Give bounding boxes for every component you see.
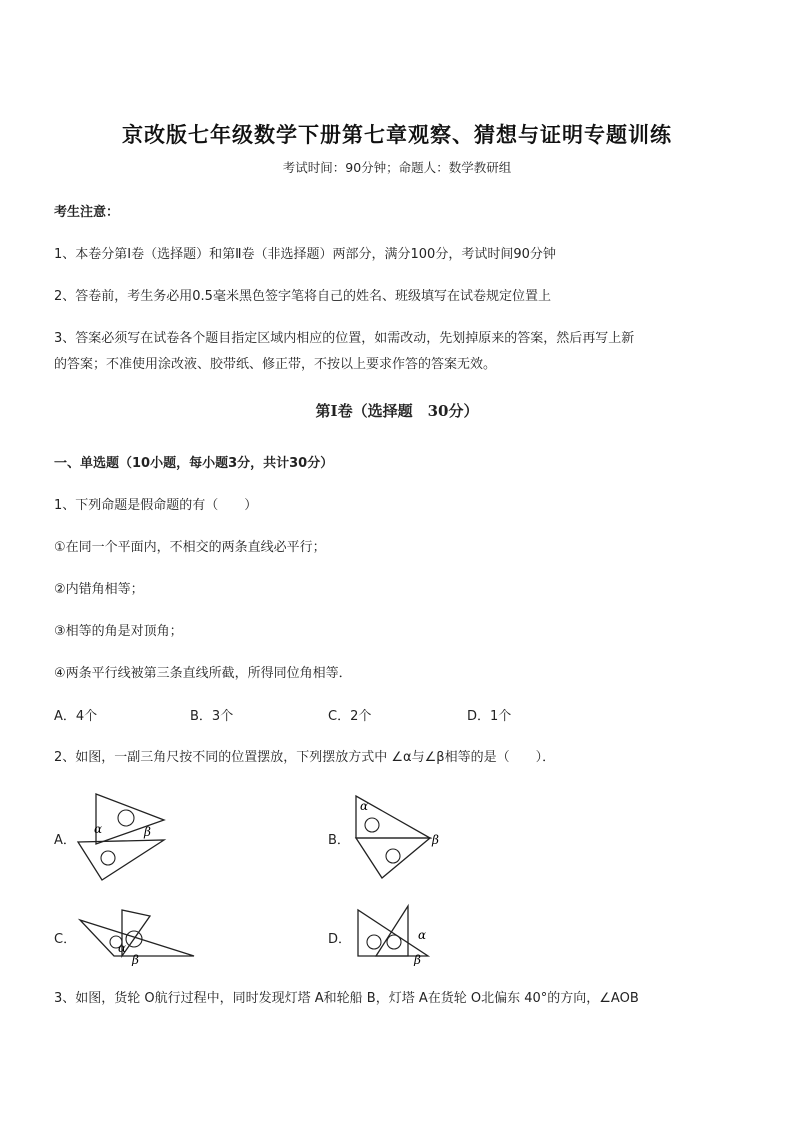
option-d: D．1个 (467, 709, 512, 724)
option-a: A．4个 (54, 709, 98, 724)
triangle-lower (78, 840, 164, 880)
notice-item: 的答案；不准使用涂改液、胶带纸、修正带，不按以上要求作答的答案无效。 (54, 357, 497, 372)
hole-lower (101, 851, 115, 865)
hole-upper (365, 818, 379, 832)
notice-item: 1、本卷分第Ⅰ卷（选择题）和第Ⅱ卷（非选择题）两部分，满分100分，考试时间90分钟 (54, 247, 556, 262)
figure-d-label: D． (328, 932, 352, 947)
figure-a (74, 786, 174, 886)
alpha-label: α (94, 822, 103, 836)
beta-label: β (414, 953, 421, 966)
triangle-narrow (122, 910, 150, 956)
option-c: C．2个 (328, 709, 372, 724)
alpha-label: α (418, 928, 427, 942)
beta-label: β (144, 825, 151, 839)
statement-1: ①在同一个平面内，不相交的两条直线必平行； (54, 540, 326, 555)
triangle-upper (96, 794, 164, 844)
exam-info: 考试时间：90分钟；命题人：数学教研组 (282, 160, 512, 175)
statement-3: ③相等的角是对顶角； (54, 624, 183, 639)
alpha-label: α (360, 799, 369, 813)
figure-a-label: A． (54, 833, 76, 848)
triangle-lower (356, 838, 430, 878)
figure-b-label: B． (328, 833, 350, 848)
hole-right (387, 935, 401, 949)
figure-b (350, 790, 450, 885)
statement-2: ②内错角相等； (54, 582, 144, 597)
notice-item: 2、答卷前，考生务必用0.5毫米黑色签字笔将自己的姓名、班级填写在试卷规定位置上 (54, 289, 551, 304)
triangle-wide (80, 920, 194, 956)
figure-c (76, 906, 201, 966)
statement-4: ④两条平行线被第三条直线所截，所得同位角相等． (54, 666, 352, 681)
hole-lower (386, 849, 400, 863)
alpha-label: α (118, 941, 127, 955)
figure-c-label: C． (54, 932, 77, 947)
hole-upper (118, 810, 134, 826)
option-b: B．3个 (190, 709, 234, 724)
page-title: 京改版七年级数学下册第七章观察、猜想与证明专题训练 (122, 122, 672, 147)
beta-label: β (432, 833, 439, 847)
question-2-stem: 2、如图，一副三角尺按不同的位置摆放，下列摆放方式中 ∠α与∠β相等的是（ ）． (54, 750, 556, 765)
question-3-stem: 3、如图，货轮 O航行过程中，同时发现灯塔 A和轮船 B，灯塔 A在货轮 O北偏东 40°的方向，∠AOB (54, 991, 639, 1006)
hole-left (367, 935, 381, 949)
figure-d (352, 902, 442, 966)
section-title: 第Ⅰ卷（选择题 30分） (315, 402, 479, 420)
beta-label: β (132, 953, 139, 966)
notice-item: 3、答案必须写在试卷各个题目指定区域内相应的位置，如需改动，先划掉原来的答案，然后再写上新 (54, 331, 635, 346)
question-1-stem: 1、下列命题是假命题的有（ ） (54, 498, 258, 513)
part-heading: 一、单选题（10小题，每小题3分，共计30分） (54, 456, 334, 471)
notice-heading: 考生注意： (54, 205, 120, 220)
